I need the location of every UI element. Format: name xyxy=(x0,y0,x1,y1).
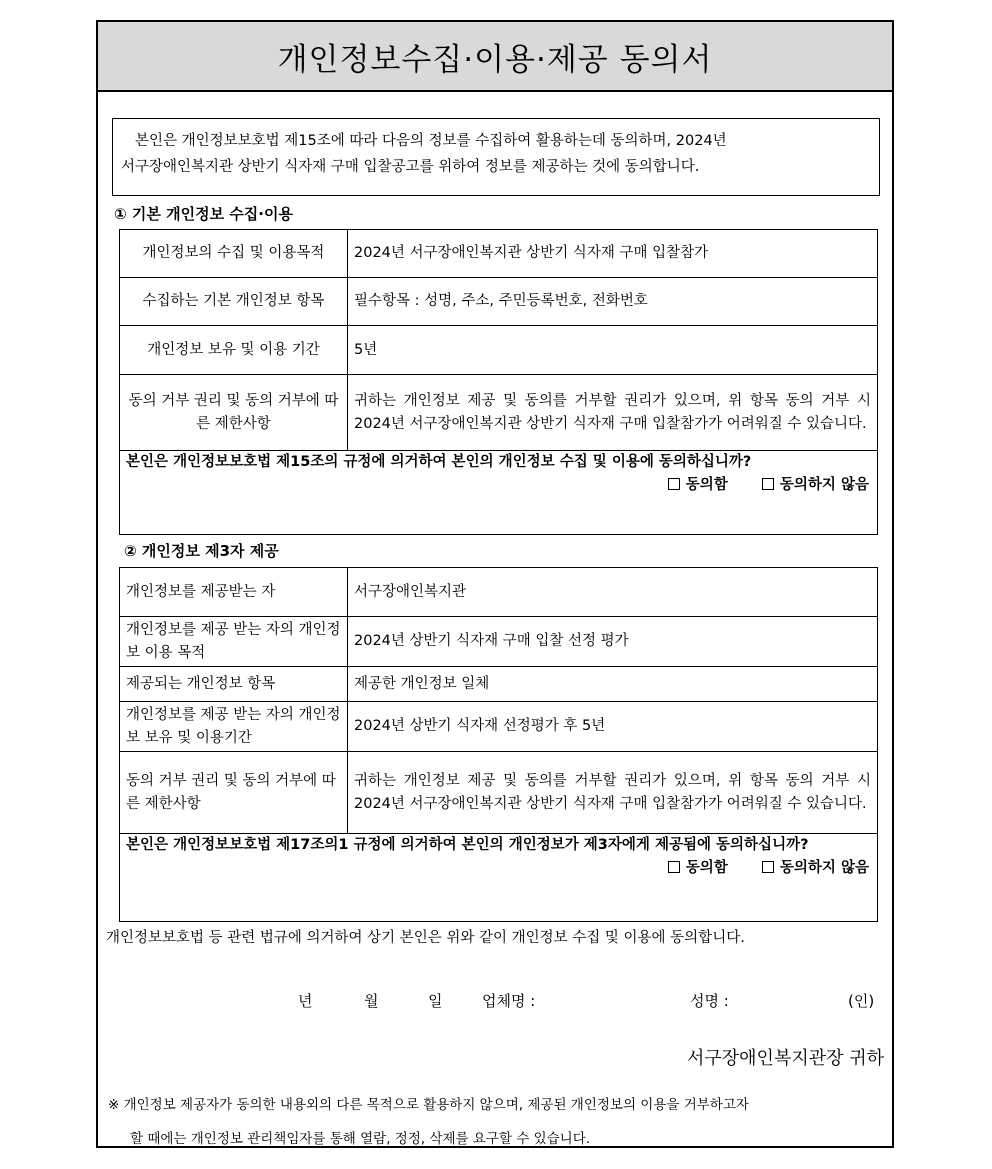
row-label: 동의 거부 권리 및 동의 거부에 따른 제한사항 xyxy=(120,375,348,451)
section1-heading: ① 기본 개인정보 수집·이용 xyxy=(114,205,293,223)
table-row xyxy=(120,617,878,667)
row-label: 개인정보를 제공받는 자 xyxy=(120,568,348,617)
notice-line-1: ※ 개인정보 제공자가 동의한 내용외의 다른 목적으로 활용하지 않으며, 제공된 개인정보의 이용을 거부하고자 xyxy=(108,1097,749,1113)
checkbox-icon[interactable] xyxy=(762,861,774,873)
table-row xyxy=(120,568,878,617)
disagree-label: 동의하지 않음 xyxy=(779,477,869,493)
row-value: 2024년 서구장애인복지관 상반기 식자재 구매 입찰참가 xyxy=(348,230,878,278)
disagree-label: 동의하지 않음 xyxy=(779,860,869,876)
name-label: 성명 : xyxy=(690,992,729,1010)
row-label: 개인정보의 수집 및 이용목적 xyxy=(120,230,348,278)
checkbox-icon[interactable] xyxy=(762,478,774,490)
row-label: 제공되는 개인정보 항목 xyxy=(120,667,348,702)
addressee: 서구장애인복지관장 귀하 xyxy=(687,1048,884,1069)
table-row xyxy=(120,326,878,375)
consent-question: 본인은 개인정보보호법 제17조의1 규정에 의거하여 본인의 개인정보가 제3자에게 제공됨에 동의하십니까? xyxy=(126,837,809,853)
checkbox-icon[interactable] xyxy=(668,478,680,490)
consent-question-row xyxy=(120,834,878,922)
month-label: 월 xyxy=(364,992,379,1010)
table-row xyxy=(120,230,878,278)
seal-label: (인) xyxy=(848,992,875,1010)
intro-box xyxy=(112,118,880,196)
title-bar xyxy=(98,22,892,92)
row-value: 서구장애인복지관 xyxy=(348,568,878,617)
consent-answers xyxy=(126,474,871,497)
consent-question: 본인은 개인정보보호법 제15조의 규정에 의거하여 본인의 개인정보 수집 및 이용에 동의하십니까? xyxy=(126,454,752,470)
row-label: 개인정보를 제공 받는 자의 개인정보 보유 및 이용기간 xyxy=(120,702,348,752)
consent-answers xyxy=(126,857,871,880)
agree-label: 동의함 xyxy=(685,477,728,493)
table-row xyxy=(120,702,878,752)
table-row xyxy=(120,278,878,326)
notice-line-2: 할 때에는 개인정보 관리책임자를 통해 열람, 정정, 삭제를 요구할 수 있습니다. xyxy=(130,1131,591,1147)
day-label: 일 xyxy=(428,992,443,1010)
row-label: 동의 거부 권리 및 동의 거부에 따른 제한사항 xyxy=(120,752,348,834)
row-value: 귀하는 개인정보 제공 및 동의를 거부할 권리가 있으며, 위 항목 동의 거부 시 2024년 서구장애인복지관 상반기 식자재 구매 입찰참가가 어려워질 수 있습니다. xyxy=(348,752,878,834)
row-value: 귀하는 개인정보 제공 및 동의를 거부할 권리가 있으며, 위 항목 동의 거부 시 2024년 서구장애인복지관 상반기 식자재 구매 입찰참가가 어려워질 수 있습니다. xyxy=(348,375,878,451)
table-row xyxy=(120,752,878,834)
disagree-option[interactable] xyxy=(762,860,869,876)
row-label: 개인정보 보유 및 이용 기간 xyxy=(120,326,348,375)
disagree-option[interactable] xyxy=(762,477,869,493)
section1-table xyxy=(119,229,878,535)
row-value: 필수항목 : 성명, 주소, 주민등록번호, 전화번호 xyxy=(348,278,878,326)
row-value: 제공한 개인정보 일체 xyxy=(348,667,878,702)
intro-line-2: 서구장애인복지관 상반기 식자재 구매 입찰공고를 위하여 정보를 제공하는 것에 동의합니다. xyxy=(121,159,700,175)
section2-table xyxy=(119,567,878,922)
consent-form xyxy=(96,20,894,1148)
agree-option[interactable] xyxy=(668,860,728,876)
notice xyxy=(108,1088,888,1156)
consent-question-cell xyxy=(120,451,878,535)
page-title: 개인정보수집·이용·제공 동의서 xyxy=(277,41,713,78)
consent-question-cell xyxy=(120,834,878,922)
row-label: 개인정보를 제공 받는 자의 개인정보 이용 목적 xyxy=(120,617,348,667)
row-label: 수집하는 기본 개인정보 항목 xyxy=(120,278,348,326)
checkbox-icon[interactable] xyxy=(668,861,680,873)
footer-statement: 개인정보보호법 등 관련 법규에 의거하여 상기 본인은 위와 같이 개인정보 수집 및 이용에 동의합니다. xyxy=(106,930,745,946)
section2-heading: ② 개인정보 제3자 제공 xyxy=(124,542,279,560)
intro-line-1: 본인은 개인정보보호법 제15조에 따라 다음의 정보를 수집하여 활용하는데 동의하며, 2024년 xyxy=(135,133,727,149)
consent-question-row xyxy=(120,451,878,535)
signature-line xyxy=(98,990,892,1014)
agree-label: 동의함 xyxy=(685,860,728,876)
company-label: 업체명 : xyxy=(482,992,536,1010)
row-value: 5년 xyxy=(348,326,878,375)
agree-option[interactable] xyxy=(668,477,728,493)
table-row xyxy=(120,667,878,702)
table-row xyxy=(120,375,878,451)
row-value: 2024년 상반기 식자재 구매 입찰 선정 평가 xyxy=(348,617,878,667)
row-value: 2024년 상반기 식자재 선정평가 후 5년 xyxy=(348,702,878,752)
year-label: 년 xyxy=(298,992,313,1010)
